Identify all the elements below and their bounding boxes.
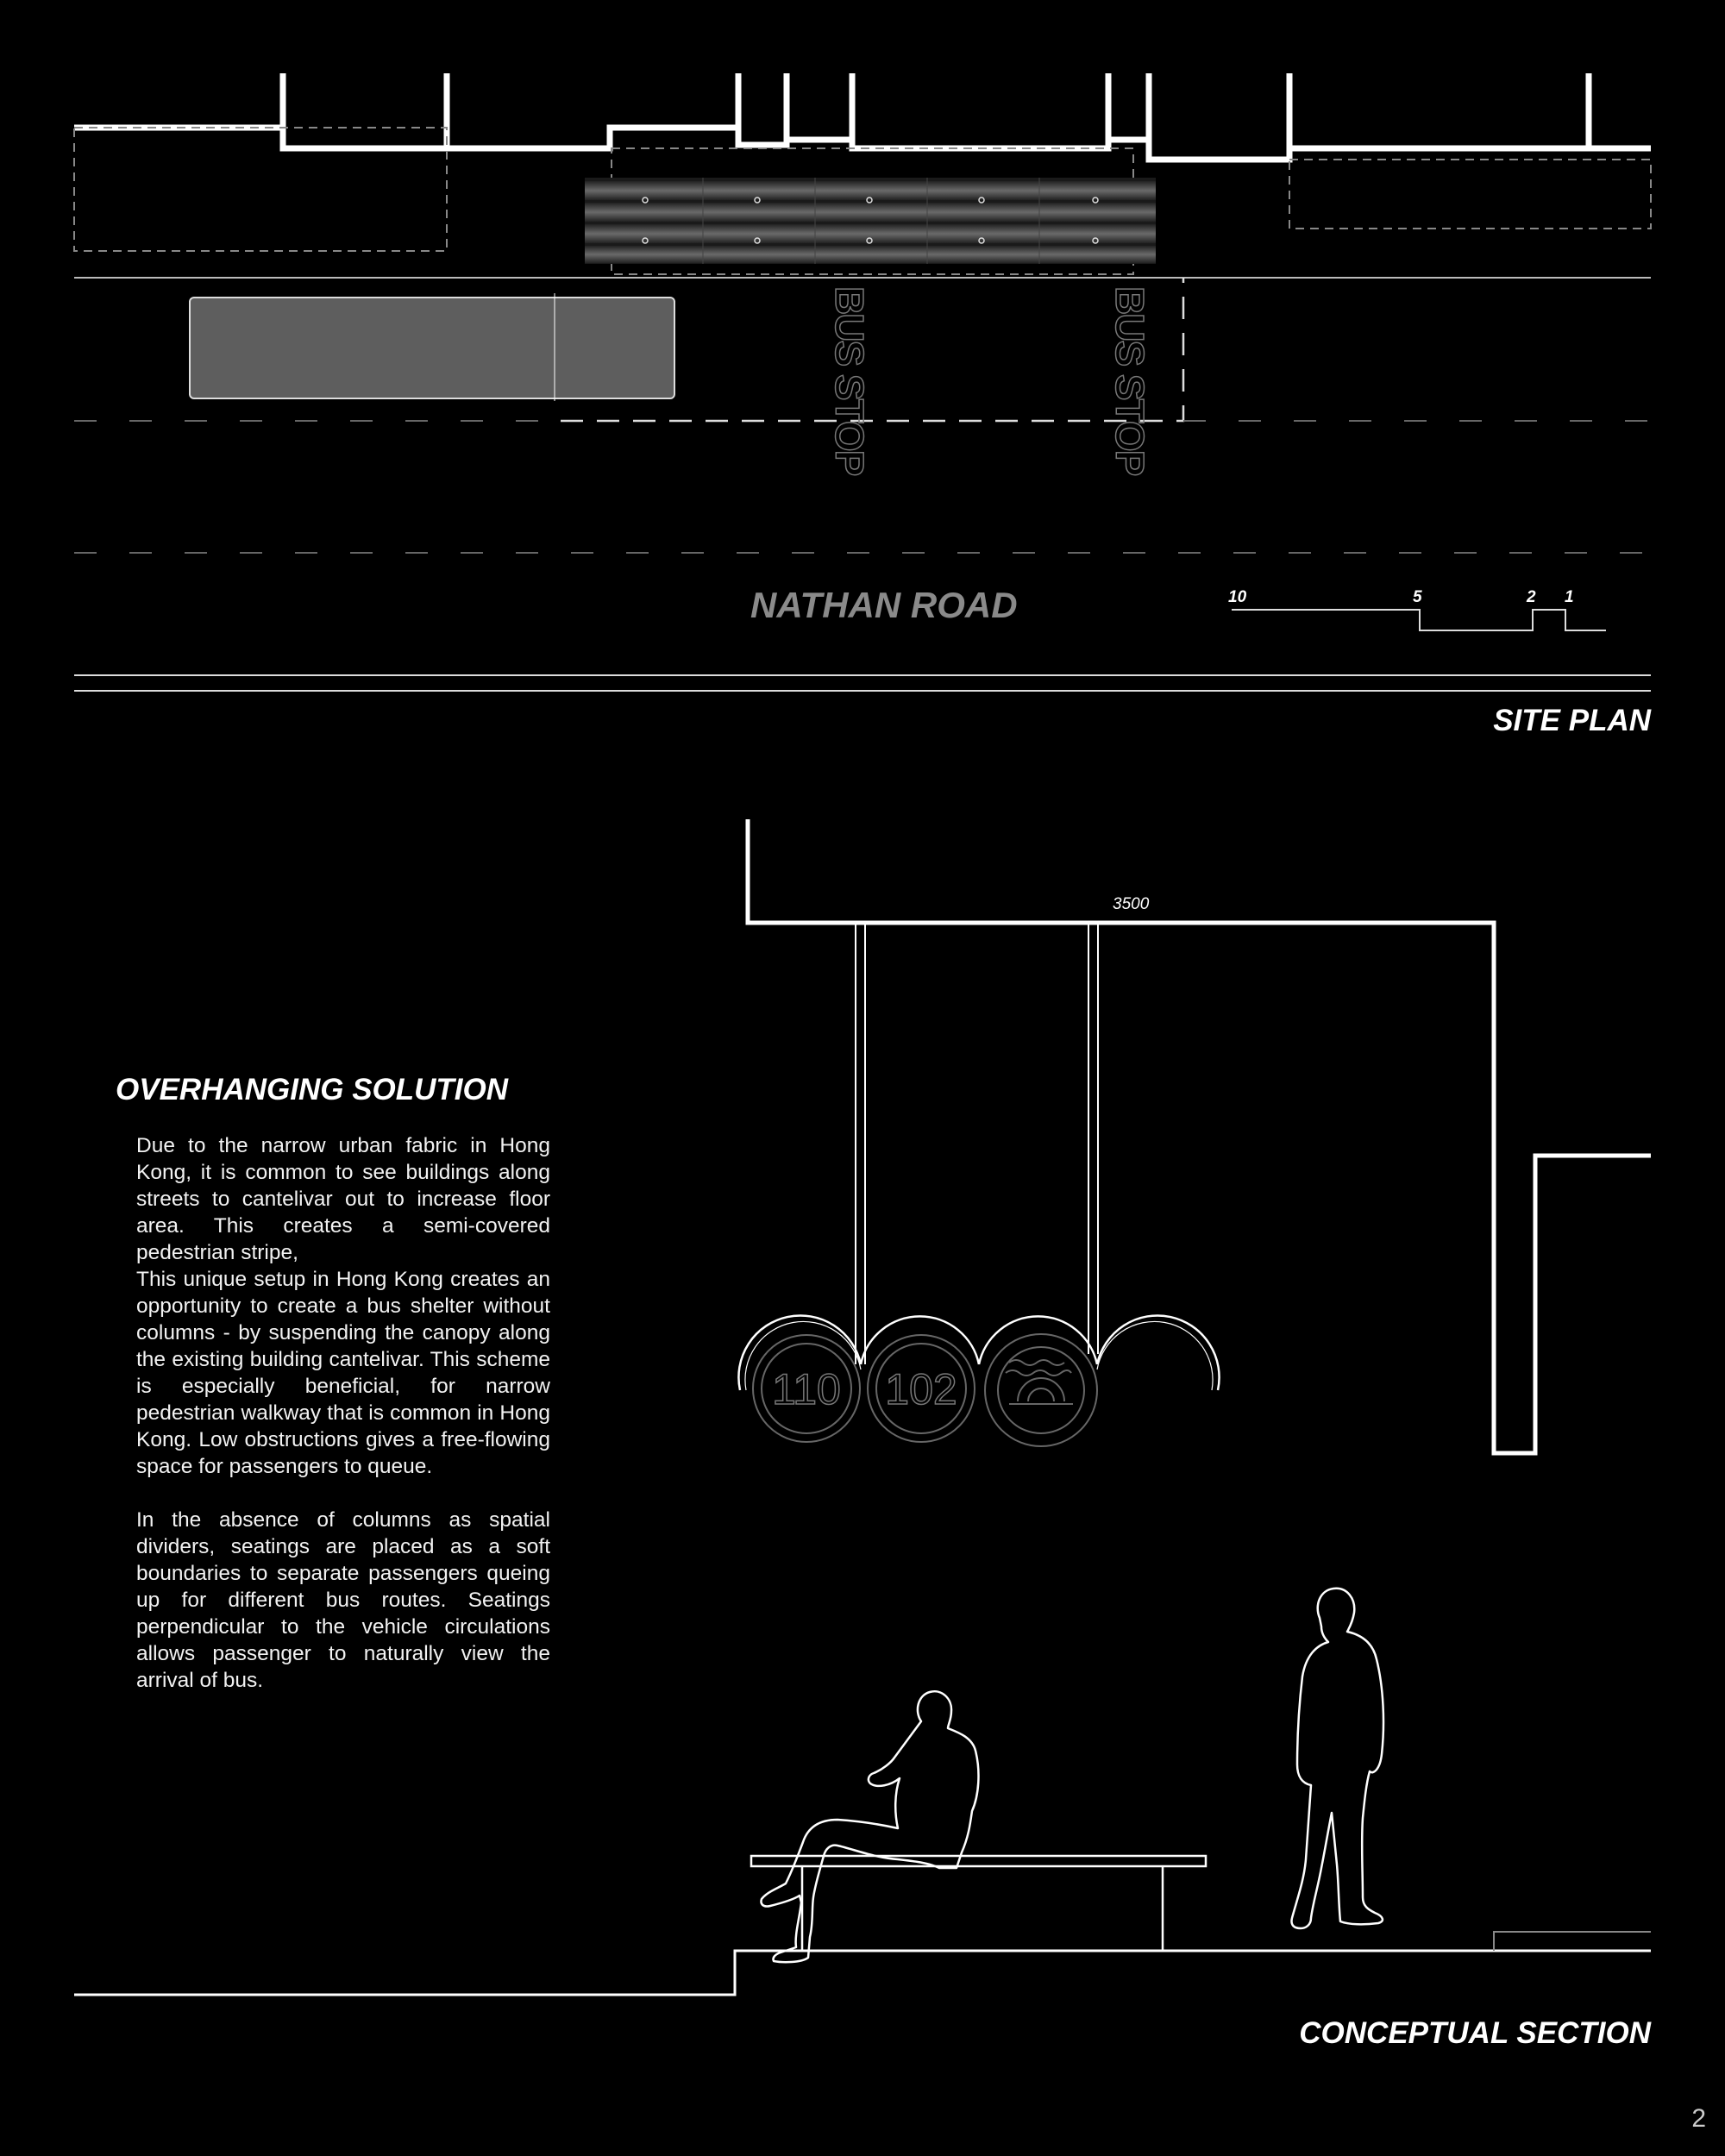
ground-detail-right — [1494, 1932, 1651, 1951]
scale-label-2: 2 — [1527, 588, 1536, 606]
bus-stop-marking-2: BUS STOP — [1107, 286, 1152, 475]
route-sign-110-text: 110 — [772, 1365, 841, 1413]
cantilever-outline-right — [1289, 160, 1651, 229]
standing-person-figure — [1291, 1589, 1383, 1928]
canopy-arcs — [738, 1315, 1219, 1390]
bench-section — [751, 1856, 1206, 1951]
route-sign-110 — [753, 1335, 860, 1442]
route-sign-102 — [868, 1335, 975, 1442]
section-dimension-label: 3500 — [1113, 895, 1150, 913]
scale-label-10: 10 — [1228, 588, 1247, 606]
page-number: 2 — [1691, 2104, 1706, 2133]
body-paragraph-2: This unique setup in Hong Kong creates an opportunity to create a bus shelter without columns - by suspending the canopy along the existing building cantelivar. This scheme is especially beneficial, for narrow pedestrian walkway that is common in Hong Kong. Low obstructions gives a free-flowing space for passengers to queue. — [136, 1268, 550, 1478]
route-sign-hung-hom — [985, 1334, 1097, 1446]
solution-title: OVERHANGING SOLUTION — [116, 1073, 509, 1106]
scale-label-1: 1 — [1565, 588, 1574, 606]
road-name-label: NATHAN ROAD — [750, 585, 1018, 625]
scale-bar — [1232, 610, 1606, 630]
body-paragraph-3: In the absence of columns as spatial dividers, seatings are placed as a soft boundaries to separate passengers queing up for different bus routes. Seatings perpendicular to the vehicle circulations allows passenger to naturally view the arrival of bus. — [136, 1508, 550, 1692]
hanger-rods — [856, 923, 1098, 1364]
bus-stop-marking-1: BUS STOP — [827, 286, 872, 475]
section-title: CONCEPTUAL SECTION — [1299, 2016, 1651, 2050]
route-sign-102-text: 102 — [885, 1365, 957, 1413]
ground-line — [74, 1951, 1651, 1995]
seated-person-figure — [761, 1691, 978, 1962]
bench-plan — [190, 298, 674, 398]
site-plan-title: SITE PLAN — [1493, 704, 1651, 737]
body-paragraph-1: Due to the narrow urban fabric in Hong Kong, it is common to see buildings along streets to cantelivar out to increase floor area. This creates a semi-covered pedestrian stripe, — [136, 1134, 550, 1264]
building-cantilever-section — [748, 819, 1651, 1453]
building-frontage-line — [74, 73, 1651, 160]
canopy-plan — [585, 178, 1156, 264]
scale-label-5: 5 — [1413, 588, 1422, 606]
